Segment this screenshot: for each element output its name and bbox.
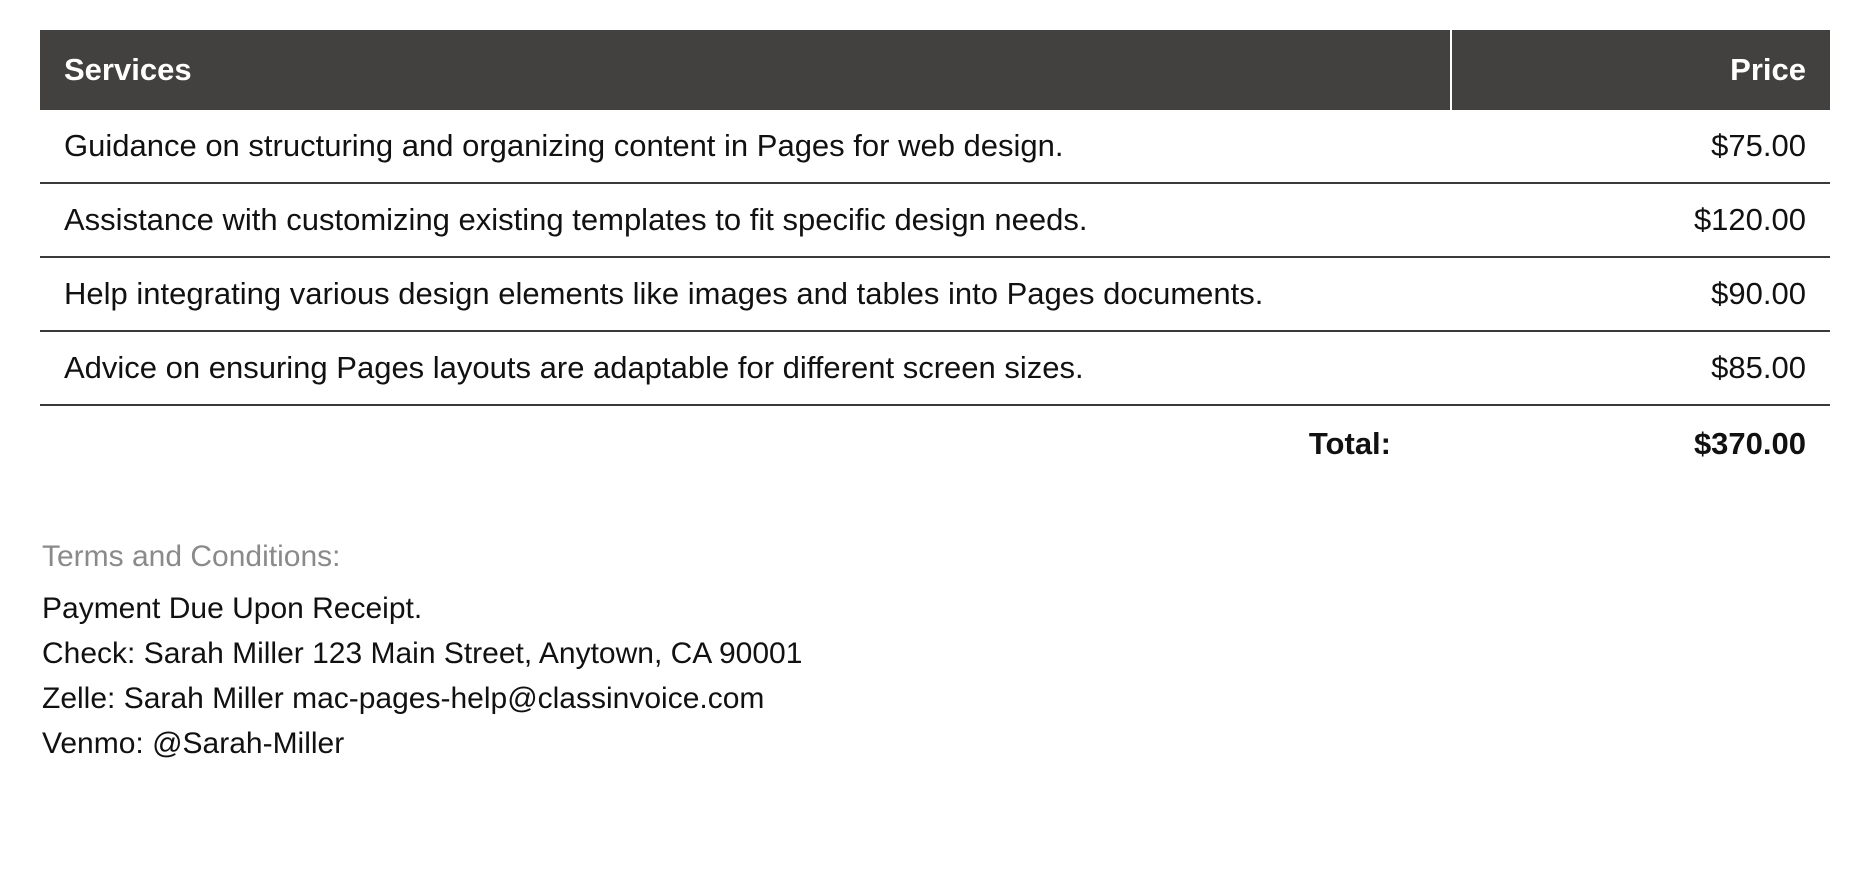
terms-line-check: Check: Sarah Miller 123 Main Street, Anytown, CA 90001 (42, 637, 803, 670)
service-price: $90.00 (1451, 257, 1830, 331)
table-total-row (40, 405, 1830, 480)
terms-line-venmo: Venmo: @Sarah-Miller (42, 727, 345, 760)
service-description: Assistance with customizing existing templates to fit specific design needs. (40, 183, 1451, 257)
service-description: Guidance on structuring and organizing content in Pages for web design. (40, 110, 1451, 183)
service-description: Advice on ensuring Pages layouts are adaptable for different screen sizes. (40, 331, 1451, 405)
total-value: $370.00 (1451, 405, 1830, 480)
column-header-price: Price (1451, 30, 1830, 110)
column-header-services: Services (40, 30, 1451, 110)
services-price-table (40, 30, 1830, 480)
service-price: $120.00 (1451, 183, 1830, 257)
terms-line-payment: Payment Due Upon Receipt. (42, 592, 423, 625)
table-row (40, 183, 1830, 257)
table-row (40, 331, 1830, 405)
table-row (40, 110, 1830, 183)
total-label: Total: (40, 405, 1451, 480)
table-header (40, 30, 1830, 110)
table-row (40, 257, 1830, 331)
service-price: $85.00 (1451, 331, 1830, 405)
service-description: Help integrating various design elements like images and tables into Pages documents. (40, 257, 1451, 331)
table-header-row (40, 30, 1830, 110)
terms-line-zelle: Zelle: Sarah Miller mac-pages-help@classinvoice.com (42, 682, 765, 715)
terms-title: Terms and Conditions: (42, 540, 341, 573)
table-body (40, 110, 1830, 480)
terms-and-conditions-section (40, 540, 1828, 766)
service-price: $75.00 (1451, 110, 1830, 183)
